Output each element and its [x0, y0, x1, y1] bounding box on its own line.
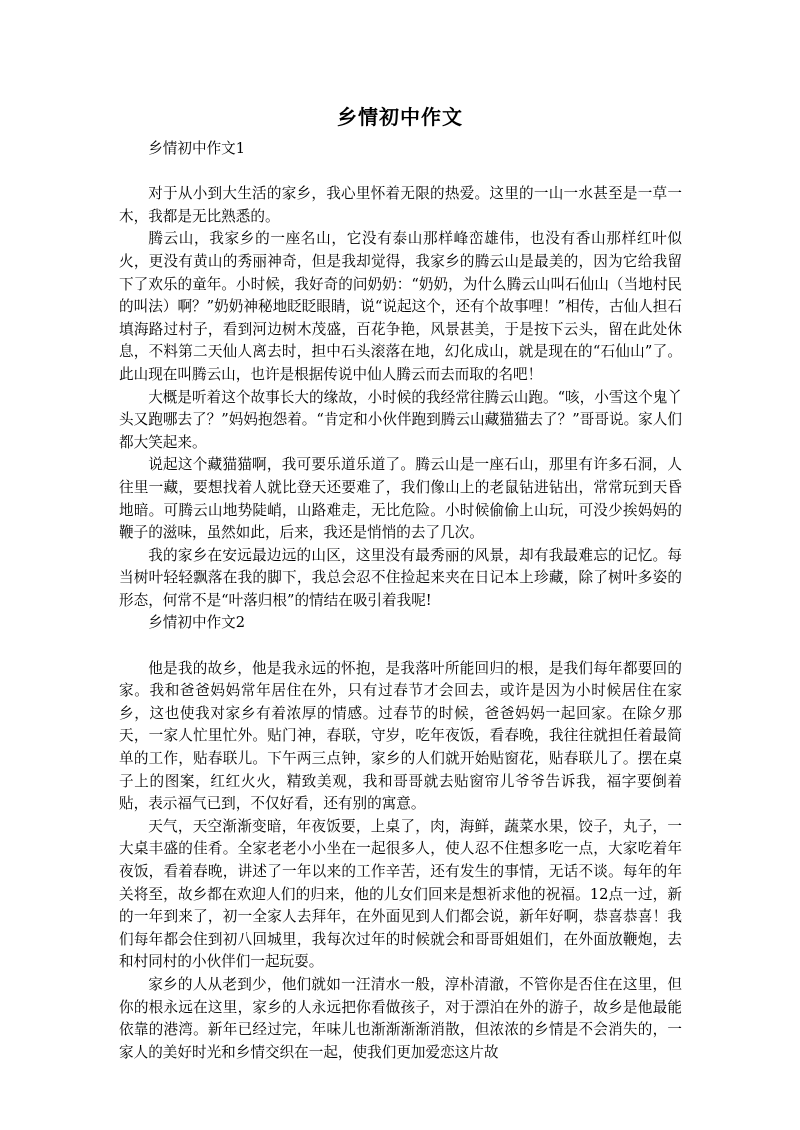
section-2-paragraph-1: 他是我的故乡，他是我永远的怀抱，是我落叶所能回归的根，是我们每年都要回的家。我和爸爸妈妈常年居住在外，只有过春节才会回去，或许是因为小时候居住在家乡，这也使我对家乡有着浓厚的情感。过春节的时候，爸爸妈妈一起回家。在除夕那天，一家人忙里忙外。贴门神，春联，守岁，吃年夜饭，看春晚，我往往就担任着最简单的工作，贴春联儿。下午两三点钟，家乡的人们就开始贴窗花，贴春联儿了。摆在桌子上的图案，红红火火，精致美观，我和哥哥就去贴窗帘儿爷爷告诉我，福字要倒着贴，表示福气已到，不仅好看，还有别的寓意。: [119, 659, 682, 813]
section-2-paragraph-3: 家乡的人从老到少，他们就如一汪清水一般，淳朴清澈，不管你是否住在这里，但你的根永远在这里，家乡的人永远把你看做孩子，对于漂泊在外的游子，故乡是他最能依靠的港湾。新年已经过完，年味儿也渐渐渐渐消散，但浓浓的乡情是不会消失的，一家人的美好时光和乡情交织在一起，使我们更加爱恋这片故: [119, 975, 682, 1061]
section-1-paragraph-3: 大概是听着这个故事长大的缘故，小时候的我经常往腾云山跑。“咳，小雪这个鬼丫头又跑哪去了？”妈妈抱怨着。“肯定和小伙伴跑到腾云山藏猫猫去了？”哥哥说。家人们都大笑起来。: [119, 388, 682, 451]
blank-line: [119, 161, 682, 184]
section-1-paragraph-5: 我的家乡在安远最边远的山区，这里没有最秀丽的风景，却有我最难忘的记忆。每当树叶轻轻飘落在我的脚下，我总会忍不住捡起来夹在日记本上珍藏，除了树叶多姿的形态，何常不是“叶落归根”的情结在吸引着我呢!: [119, 546, 682, 609]
section-2-paragraph-2: 天气，天空渐渐变暗，年夜饭要，上桌了，肉，海鲜，蔬菜水果，饺子，丸子，一大桌丰盛的佳肴。全家老老小小坐在一起很多人，使人忍不住想多吃一点，大家吃着年夜饭，看着春晚，讲述了一年以来的工作辛苦，还有发生的事情，无话不谈。每年的年关将至，故乡都在欢迎人们的归来，他的儿女们回来是想祈求他的祝福。12点一过，新的一年到来了，初一全家人去拜年，在外面见到人们都会说，新年好啊，恭喜恭喜！我们每年都会住到初八回城里，我每次过年的时候就会和哥哥姐姐们，在外面放鞭炮，去和村同村的小伙伴们一起玩耍。: [119, 817, 682, 971]
section-1-paragraph-4: 说起这个藏猫猫啊，我可要乐道乐道了。腾云山是一座石山，那里有许多石洞，人往里一藏，要想找着人就比登天还要难了，我们像山上的老鼠钻进钻出，常常玩到天昏地暗。可腾云山地势陡峭，山路难走，无比危险。小时候偷偷上山玩，可没少挨妈妈的鞭子的滋味，虽然如此，后来，我还是悄悄的去了几次。: [119, 456, 682, 542]
section-1-heading: 乡情初中作文1: [148, 140, 246, 157]
blank-line: [119, 635, 682, 658]
document-body: [119, 138, 682, 1064]
section-1-paragraph-1: 对于从小到大生活的家乡，我心里怀着无限的热爱。这里的一山一水甚至是一草一木，我都是无比熟悉的。: [119, 185, 682, 225]
document-title: 乡情初中作文: [337, 105, 463, 129]
section-1-paragraph-2: 腾云山，我家乡的一座名山，它没有泰山那样峰峦雄伟，也没有香山那样红叶似火，更没有黄山的秀丽神奇，但是我却觉得，我家乡的腾云山是最美的，因为它给我留下了欢乐的童年。小时候，我好奇的问奶奶：“奶奶，为什么腾云山叫石仙山（当地村民的叫法）啊？”奶奶神秘地眨眨眼睛，说“说起这个，还有个故事哩！”相传，古仙人担石填海路过村子，看到河边树木茂盛，百花争艳，风景甚美，于是按下云头，留在此处休息，不料第二天仙人离去时，担中石头滚落在地，幻化成山，就是现在的“石仙山”了。此山现在叫腾云山，也许是根据传说中仙人腾云而去而取的名吧！: [119, 230, 682, 383]
section-2-heading: 乡情初中作文2: [148, 614, 246, 632]
